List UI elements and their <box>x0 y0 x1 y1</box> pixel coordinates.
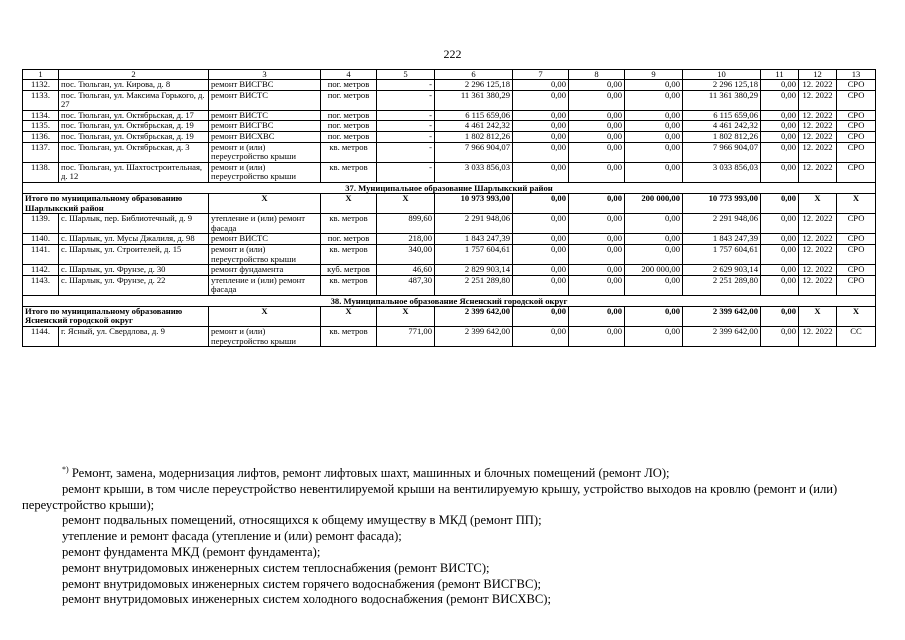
table-cell: ремонт ВИСХВС <box>209 131 321 142</box>
column-number: 13 <box>837 70 876 80</box>
footnote-1 <box>22 466 882 482</box>
table-cell: с. Шарлык, ул. Строителей, д. 15 <box>59 244 209 264</box>
table-cell: 4 461 242,32 <box>435 121 513 132</box>
table-cell: 2 829 903,14 <box>435 265 513 276</box>
table-cell: 0,00 <box>513 80 569 91</box>
table-cell: 0,00 <box>625 327 683 347</box>
table-row <box>23 90 876 110</box>
table-cell: 12. 2022 <box>799 110 837 121</box>
table-cell: 899,60 <box>377 214 435 234</box>
table-cell: 0,00 <box>625 142 683 162</box>
table-cell: 0,00 <box>625 244 683 264</box>
table-cell: 1139. <box>23 214 59 234</box>
total-cell: 2 399 642,00 <box>435 306 513 326</box>
total-label: Итого по муниципальному образованию Ясненский городской округ <box>23 306 209 326</box>
table-cell: пог. метров <box>321 110 377 121</box>
total-cell: X <box>837 193 876 213</box>
footnote-5: ремонт фундамента МКД (ремонт фундамента); <box>62 544 321 559</box>
table-cell: 4 461 242,32 <box>683 121 761 132</box>
table-cell: 0,00 <box>625 121 683 132</box>
table-cell: 0,00 <box>761 110 799 121</box>
table-cell: 6 115 659,06 <box>435 110 513 121</box>
footnote-2: ремонт крыши, в том числе переустройство невентилируемой крыши на вентилируемую крышу, устройство выходов на кровлю (ремонт и (или) переустройство крыши); <box>22 481 838 512</box>
table-cell: 2 296 125,18 <box>435 80 513 91</box>
table-cell: утепление и (или) ремонт фасада <box>209 275 321 295</box>
table-cell: 1 757 604,61 <box>683 244 761 264</box>
table-cell: 0,00 <box>569 234 625 245</box>
table-cell: 0,00 <box>761 142 799 162</box>
table-row <box>23 80 876 91</box>
total-cell: 200 000,00 <box>625 193 683 213</box>
table-cell: пос. Тюльган, ул. Октябрьская, д. 19 <box>59 121 209 132</box>
footnote-6: ремонт внутридомовых инженерных систем теплоснабжения (ремонт ВИСТС); <box>62 560 490 575</box>
table-cell: 1135. <box>23 121 59 132</box>
table-cell: ремонт ВИСГВС <box>209 80 321 91</box>
total-cell: 0,00 <box>569 306 625 326</box>
table-cell: ремонт и (или) переустройство крыши <box>209 327 321 347</box>
total-cell: X <box>799 193 837 213</box>
table-cell: ремонт и (или) переустройство крыши <box>209 244 321 264</box>
table-cell: 0,00 <box>761 244 799 264</box>
table-cell: 0,00 <box>761 131 799 142</box>
table-cell: СС <box>837 327 876 347</box>
table-row <box>23 214 876 234</box>
table-cell: 0,00 <box>761 214 799 234</box>
table-cell: 1143. <box>23 275 59 295</box>
footnote-4: утепление и ремонт фасада (утепление и (или) ремонт фасада); <box>62 529 402 544</box>
table-cell: - <box>377 121 435 132</box>
table-cell: 0,00 <box>569 265 625 276</box>
table-cell: пос. Тюльган, ул. Октябрьская, д. 19 <box>59 131 209 142</box>
table-cell: 12. 2022 <box>799 80 837 91</box>
table-cell: с. Шарлык, пер. Библиотечный, д. 9 <box>59 214 209 234</box>
total-cell: 0,00 <box>513 193 569 213</box>
table-cell: СРО <box>837 265 876 276</box>
table-cell: 0,00 <box>513 90 569 110</box>
table-cell: 0,00 <box>513 131 569 142</box>
table-cell: 0,00 <box>569 275 625 295</box>
table-cell: пос. Тюльган, ул. Октябрьская, д. 17 <box>59 110 209 121</box>
table-cell: кв. метров <box>321 275 377 295</box>
table-cell: СРО <box>837 121 876 132</box>
section-heading: 37. Муниципальное образование Шарлыкский район <box>23 182 876 193</box>
table-cell: 0,00 <box>625 162 683 182</box>
table-cell: - <box>377 80 435 91</box>
table-cell: 1132. <box>23 80 59 91</box>
table-row <box>23 131 876 142</box>
table-cell: 1144. <box>23 327 59 347</box>
table-cell: 2 399 642,00 <box>435 327 513 347</box>
column-numbers-row <box>23 70 876 80</box>
table-row <box>23 110 876 121</box>
table-cell: - <box>377 162 435 182</box>
column-number: 5 <box>377 70 435 80</box>
table-cell: ремонт ВИСТС <box>209 234 321 245</box>
table-cell: кв. метров <box>321 142 377 162</box>
section-heading-row <box>23 295 876 306</box>
table-cell: 0,00 <box>625 234 683 245</box>
table-cell: СРО <box>837 80 876 91</box>
footnote-marker: *) <box>62 464 69 474</box>
table-cell: - <box>377 90 435 110</box>
table-cell: СРО <box>837 131 876 142</box>
table-cell: СРО <box>837 110 876 121</box>
note-text: Ремонт, замена, модернизация лифтов, ремонт лифтовых шахт, машинных и блочных помещений (ремонт ЛО); <box>71 466 670 480</box>
total-label: Итого по муниципальному образованию Шарлыкский район <box>23 193 209 213</box>
total-cell: X <box>377 306 435 326</box>
table-cell: 2 251 289,80 <box>435 275 513 295</box>
table-cell: 1 843 247,39 <box>683 234 761 245</box>
total-cell: X <box>209 306 321 326</box>
table-cell: 12. 2022 <box>799 142 837 162</box>
table-cell: пог. метров <box>321 234 377 245</box>
table-cell: 12. 2022 <box>799 234 837 245</box>
table-cell: - <box>377 142 435 162</box>
table-cell: 1134. <box>23 110 59 121</box>
table-cell: 46,60 <box>377 265 435 276</box>
table-cell: утепление и (или) ремонт фасада <box>209 214 321 234</box>
table-cell: ремонт и (или) переустройство крыши <box>209 162 321 182</box>
footnote-7: ремонт внутридомовых инженерных систем горячего водоснабжения (ремонт ВИСГВС); <box>62 576 542 591</box>
table-cell: 3 033 856,03 <box>683 162 761 182</box>
table-cell: 0,00 <box>569 131 625 142</box>
total-cell: 10 973 993,00 <box>435 193 513 213</box>
table-row <box>23 121 876 132</box>
table-cell: 1 757 604,61 <box>435 244 513 264</box>
table-cell: 6 115 659,06 <box>683 110 761 121</box>
table-cell: 0,00 <box>569 327 625 347</box>
table-cell: 2 291 948,06 <box>435 214 513 234</box>
table-cell: 0,00 <box>625 275 683 295</box>
repair-register-table <box>22 69 876 347</box>
table-cell: кв. метров <box>321 162 377 182</box>
section-heading-row <box>23 182 876 193</box>
table-cell: кв. метров <box>321 244 377 264</box>
table-cell: 1136. <box>23 131 59 142</box>
column-number: 9 <box>625 70 683 80</box>
table-cell: 12. 2022 <box>799 244 837 264</box>
table-cell: кв. метров <box>321 214 377 234</box>
table-cell: 0,00 <box>761 275 799 295</box>
table-cell: кв. метров <box>321 327 377 347</box>
table-cell: СРО <box>837 142 876 162</box>
table-cell: СРО <box>837 162 876 182</box>
table-cell: 12. 2022 <box>799 162 837 182</box>
table-cell: пог. метров <box>321 131 377 142</box>
table-cell: ремонт ВИСТС <box>209 110 321 121</box>
table-cell: 0,00 <box>761 90 799 110</box>
table-cell: 0,00 <box>569 162 625 182</box>
table-cell: 0,00 <box>625 80 683 91</box>
table-cell: 2 399 642,00 <box>683 327 761 347</box>
table-cell: 0,00 <box>569 142 625 162</box>
table-cell: 0,00 <box>761 80 799 91</box>
table-cell: 0,00 <box>513 327 569 347</box>
table-cell: СРО <box>837 244 876 264</box>
page-number: 222 <box>443 47 462 61</box>
total-cell: X <box>321 306 377 326</box>
table-cell: пос. Тюльган, ул. Шахтостроительная, д. 12 <box>59 162 209 182</box>
table-cell: с. Шарлык, ул. Фрунзе, д. 30 <box>59 265 209 276</box>
table-cell: куб. метров <box>321 265 377 276</box>
table-cell: 11 361 380,29 <box>435 90 513 110</box>
column-number: 8 <box>569 70 625 80</box>
table-cell: 1140. <box>23 234 59 245</box>
table-cell: 1141. <box>23 244 59 264</box>
table-row <box>23 142 876 162</box>
table-cell: 7 966 904,07 <box>683 142 761 162</box>
table-cell: 12. 2022 <box>799 214 837 234</box>
table-cell: 12. 2022 <box>799 275 837 295</box>
table-cell: 0,00 <box>513 142 569 162</box>
table-cell: ремонт фундамента <box>209 265 321 276</box>
total-cell: 2 399 642,00 <box>683 306 761 326</box>
table-cell: 0,00 <box>625 90 683 110</box>
footnote-8: ремонт внутридомовых инженерных систем холодного водоснабжения (ремонт ВИСХВС); <box>62 592 551 607</box>
column-number: 10 <box>683 70 761 80</box>
table-row <box>23 244 876 264</box>
table-cell: 0,00 <box>761 327 799 347</box>
table-cell: 12. 2022 <box>799 327 837 347</box>
table-cell: 0,00 <box>625 214 683 234</box>
table-row <box>23 265 876 276</box>
column-number: 6 <box>435 70 513 80</box>
table-cell: 0,00 <box>569 90 625 110</box>
table-cell: 1133. <box>23 90 59 110</box>
table-cell: СРО <box>837 90 876 110</box>
table-cell: 1137. <box>23 142 59 162</box>
table-cell: 0,00 <box>625 110 683 121</box>
table-cell: 0,00 <box>569 244 625 264</box>
table-cell: с. Шарлык, ул. Фрунзе, д. 22 <box>59 275 209 295</box>
total-cell: 0,00 <box>761 193 799 213</box>
table-cell: пос. Тюльган, ул. Кирова, д. 8 <box>59 80 209 91</box>
table-cell: пос. Тюльган, ул. Максима Горького, д. 27 <box>59 90 209 110</box>
table-cell: - <box>377 131 435 142</box>
table-cell: 0,00 <box>761 162 799 182</box>
column-number: 12 <box>799 70 837 80</box>
table-cell: СРО <box>837 234 876 245</box>
table-cell: 0,00 <box>569 110 625 121</box>
total-cell: X <box>321 193 377 213</box>
footnote-3: ремонт подвальных помещений, относящихся к общему имуществу в МКД (ремонт ПП); <box>62 513 542 528</box>
total-cell: 0,00 <box>625 306 683 326</box>
table-cell: 0,00 <box>513 265 569 276</box>
table-cell: 2 251 289,80 <box>683 275 761 295</box>
table-cell: 0,00 <box>761 121 799 132</box>
table-cell: ремонт ВИСТС <box>209 90 321 110</box>
table-cell: 340,00 <box>377 244 435 264</box>
table-cell: СРО <box>837 214 876 234</box>
table-row <box>23 275 876 295</box>
total-cell: 0,00 <box>569 193 625 213</box>
total-cell: X <box>837 306 876 326</box>
table-cell: с. Шарлык, ул. Мусы Джалиля, д. 98 <box>59 234 209 245</box>
table-cell: 1 843 247,39 <box>435 234 513 245</box>
total-row <box>23 193 876 213</box>
table-cell: 12. 2022 <box>799 265 837 276</box>
table-cell: 12. 2022 <box>799 90 837 110</box>
table-cell: 1 802 812,26 <box>435 131 513 142</box>
table-cell: 0,00 <box>513 121 569 132</box>
table-cell: г. Ясный, ул. Свердлова, д. 9 <box>59 327 209 347</box>
table-cell: 12. 2022 <box>799 121 837 132</box>
table-cell: 218,00 <box>377 234 435 245</box>
table-cell: 0,00 <box>513 244 569 264</box>
table-cell: пог. метров <box>321 80 377 91</box>
table-cell: 0,00 <box>513 275 569 295</box>
table-cell: 3 033 856,03 <box>435 162 513 182</box>
section-heading: 38. Муниципальное образование Ясненский городской округ <box>23 295 876 306</box>
table-cell: - <box>377 110 435 121</box>
table-cell: 0,00 <box>513 162 569 182</box>
table-row <box>23 327 876 347</box>
table-cell: 0,00 <box>625 131 683 142</box>
table-cell: 0,00 <box>761 265 799 276</box>
table-cell: 7 966 904,07 <box>435 142 513 162</box>
table-cell: пос. Тюльган, ул. Октябрьская, д. 3 <box>59 142 209 162</box>
total-cell: 0,00 <box>513 306 569 326</box>
column-number: 1 <box>23 70 59 80</box>
table-cell: ремонт и (или) переустройство крыши <box>209 142 321 162</box>
table-cell: 0,00 <box>569 80 625 91</box>
table-cell: 1 802 812,26 <box>683 131 761 142</box>
table-cell: 11 361 380,29 <box>683 90 761 110</box>
table-cell: пог. метров <box>321 121 377 132</box>
table-body <box>23 70 876 347</box>
table-cell: 1142. <box>23 265 59 276</box>
footnotes <box>22 466 882 608</box>
column-number: 7 <box>513 70 569 80</box>
table-cell: 1138. <box>23 162 59 182</box>
table-cell: 771,00 <box>377 327 435 347</box>
total-row <box>23 306 876 326</box>
table-cell: ремонт ВИСГВС <box>209 121 321 132</box>
table-cell: 0,00 <box>569 214 625 234</box>
table-cell: 12. 2022 <box>799 131 837 142</box>
table-row <box>23 234 876 245</box>
table-cell: 0,00 <box>513 234 569 245</box>
total-cell: X <box>209 193 321 213</box>
column-number: 3 <box>209 70 321 80</box>
column-number: 2 <box>59 70 209 80</box>
total-cell: 0,00 <box>761 306 799 326</box>
table-cell: 0,00 <box>761 234 799 245</box>
table-cell: 487,30 <box>377 275 435 295</box>
table-cell: СРО <box>837 275 876 295</box>
column-number: 11 <box>761 70 799 80</box>
table-cell: 0,00 <box>569 121 625 132</box>
table-cell: 0,00 <box>513 214 569 234</box>
table-cell: 0,00 <box>513 110 569 121</box>
table-cell: 2 296 125,18 <box>683 80 761 91</box>
column-number: 4 <box>321 70 377 80</box>
table-cell: 2 629 903,14 <box>683 265 761 276</box>
table-cell: 200 000,00 <box>625 265 683 276</box>
total-cell: X <box>377 193 435 213</box>
total-cell: 10 773 993,00 <box>683 193 761 213</box>
table-cell: 2 291 948,06 <box>683 214 761 234</box>
total-cell: X <box>799 306 837 326</box>
table-cell: пог. метров <box>321 90 377 110</box>
table-row <box>23 162 876 182</box>
